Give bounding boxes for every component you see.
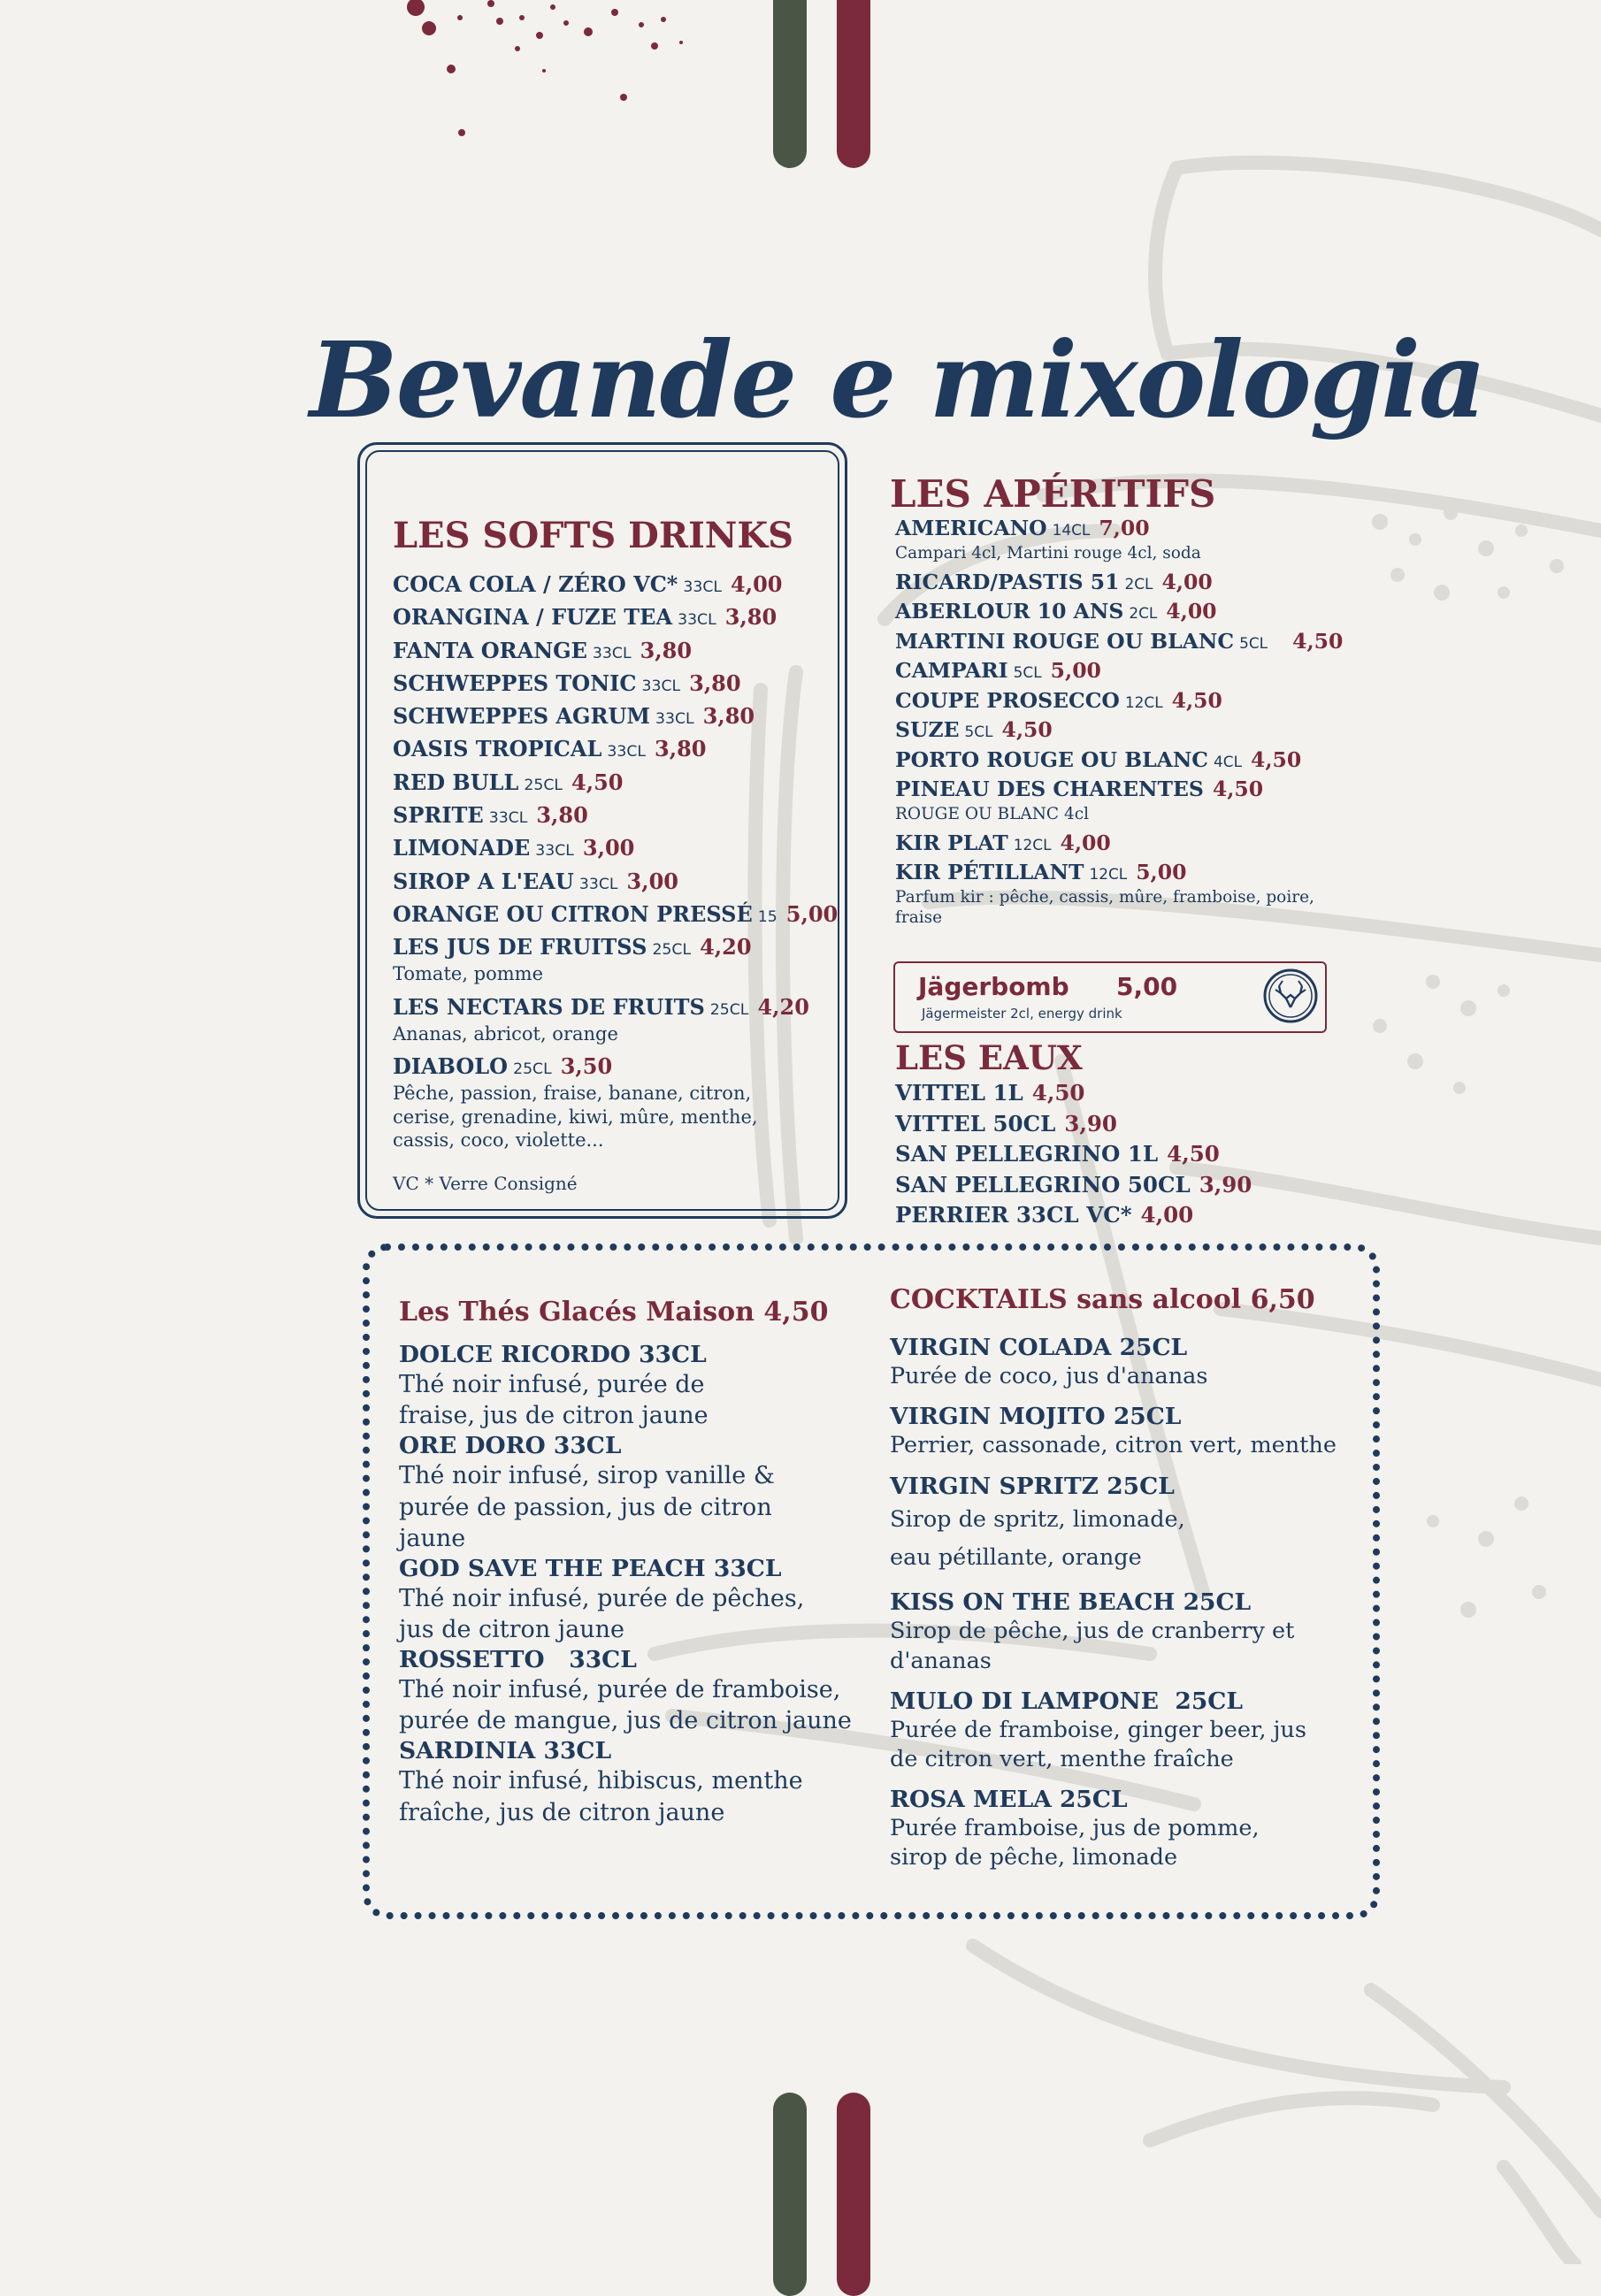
cocktail-description: Purée de framboise, ginger beer, jus de citron vert, menthe fraîche bbox=[890, 1716, 1306, 1773]
softs-list bbox=[393, 571, 839, 1205]
cocktail-name: VIRGIN MOJITO 25CL bbox=[890, 1403, 1182, 1431]
iced-tea-description: Thé noir infusé, purée de fraise, jus de citron jaune bbox=[399, 1371, 709, 1430]
list-item: RICARD/PASTIS 51 2CL 4,00 bbox=[895, 569, 1213, 594]
iced-tea-description: Thé noir infusé, hibiscus, menthe fraîche, jus de citron jaune bbox=[399, 1767, 803, 1826]
list-item: MARTINI ROUGE OU BLANC 5CL 4,50 bbox=[895, 628, 1344, 654]
list-item: SPRITE 33CL 3,80 bbox=[393, 801, 588, 828]
item-description: Tomate, pomme bbox=[393, 963, 544, 985]
jagerbomb-box bbox=[893, 961, 1327, 1033]
iced-tea-name: ROSSETTO 33CL bbox=[399, 1646, 637, 1674]
list-item: LES NECTARS DE FRUITS 25CL 4,20 bbox=[393, 993, 809, 1020]
list-item: ORANGINA / FUZE TEA 33CL 3,80 bbox=[393, 604, 778, 631]
list-item: ORANGE OU CITRON PRESSÉ 15 5,00 bbox=[393, 900, 839, 927]
iced-tea-heading: Les Thés Glacés Maison 4,50 bbox=[399, 1297, 829, 1328]
list-item: SUZE 5CL 4,50 bbox=[895, 717, 1053, 743]
jagerbomb-description: Jägermeister 2cl, energy drink bbox=[922, 1006, 1122, 1022]
iced-tea-list bbox=[399, 1297, 859, 1828]
list-item: VITTEL 50CL 3,90 bbox=[895, 1110, 1117, 1137]
list-item: FANTA ORANGE 33CL 3,80 bbox=[393, 637, 693, 663]
iced-tea-description: Thé noir infusé, purée de pêches, jus de citron jaune bbox=[399, 1584, 805, 1643]
list-item: KIR PLAT 12CL 4,00 bbox=[895, 830, 1111, 855]
item-description: Parfum kir : pêche, cassis, mûre, framboise, poire, fraise bbox=[895, 887, 1314, 927]
cocktail-description: Sirop de spritz, limonade, eau pétillante, orange bbox=[890, 1505, 1185, 1571]
list-item: PINEAU DES CHARENTES 4,50 bbox=[895, 777, 1264, 802]
cocktail-name: KISS ON THE BEACH 25CL bbox=[890, 1588, 1252, 1617]
paint-splatter bbox=[389, 0, 725, 150]
iced-tea-name: ORE DORO 33CL bbox=[399, 1432, 622, 1460]
cocktail-description: Purée de coco, jus d'ananas bbox=[890, 1363, 1208, 1390]
item-description: Ananas, abricot, orange bbox=[393, 1022, 618, 1045]
list-item: COCA COLA / ZÉRO VC* 33CL 4,00 bbox=[393, 571, 783, 597]
list-item: LIMONADE 33CL 3,00 bbox=[393, 835, 635, 861]
aperitifs-list bbox=[895, 518, 1343, 937]
list-item: DIABOLO 25CL 3,50 bbox=[393, 1053, 613, 1080]
jagerbomb-price: 5,00 bbox=[1116, 972, 1178, 1001]
list-item: ABERLOUR 10 ANS 2CL 4,00 bbox=[895, 599, 1217, 624]
list-item: COUPE PROSECCO 12CL 4,50 bbox=[895, 687, 1222, 713]
list-item: PORTO ROUGE OU BLANC 4CL 4,50 bbox=[895, 746, 1302, 772]
iced-tea-name: GOD SAVE THE PEACH 33CL bbox=[399, 1554, 782, 1582]
item-description: Pêche, passion, fraise, banane, citron, cerise, grenadine, kiwi, mûre, menthe, cassis, coco, violette... bbox=[393, 1083, 758, 1151]
cocktail-name: VIRGIN COLADA 25CL bbox=[890, 1334, 1188, 1361]
cocktail-name: ROSA MELA 25CL bbox=[890, 1786, 1128, 1814]
cocktail-description: Sirop de pêche, jus de cranberry et d'ananas bbox=[890, 1618, 1295, 1674]
cocktail-description: Purée framboise, jus de pomme, sirop de pêche, limonade bbox=[890, 1815, 1260, 1871]
list-item: PERRIER 33CL VC* 4,00 bbox=[895, 1202, 1194, 1228]
stag-logo-icon bbox=[1263, 968, 1318, 1023]
list-item: SAN PELLEGRINO 50CL 3,90 bbox=[895, 1171, 1252, 1198]
bottom-green-bar bbox=[773, 2093, 807, 2296]
list-item: VITTEL 1L 4,50 bbox=[895, 1080, 1085, 1106]
list-item: SAN PELLEGRINO 1L 4,50 bbox=[895, 1141, 1220, 1167]
item-description: Campari 4cl, Martini rouge 4cl, soda bbox=[895, 543, 1201, 563]
iced-tea-name: DOLCE RICORDO 33CL bbox=[399, 1341, 707, 1368]
eaux-list bbox=[895, 1080, 1252, 1236]
list-item: LES JUS DE FRUITSS 25CL 4,20 bbox=[393, 934, 752, 960]
top-green-bar bbox=[773, 0, 807, 168]
cocktail-name: VIRGIN SPRITZ 25CL bbox=[890, 1472, 1175, 1500]
page-title: Bevande e mixologia bbox=[310, 318, 1485, 441]
aperitifs-heading: LES APÉRITIFS bbox=[890, 472, 1216, 516]
eaux-heading: LES EAUX bbox=[895, 1038, 1083, 1077]
cocktails-heading: COCKTAILS sans alcool 6,50 bbox=[890, 1284, 1315, 1315]
list-item: SIROP A L'EAU 33CL 3,00 bbox=[393, 868, 678, 894]
list-item: OASIS TROPICAL 33CL 3,80 bbox=[393, 736, 707, 762]
footnote: VC * Verre Consigné bbox=[393, 1173, 578, 1195]
list-item: AMERICANO 14CL 7,00 bbox=[895, 516, 1150, 540]
bottom-red-bar bbox=[837, 2093, 870, 2296]
jagerbomb-name: Jägerbomb bbox=[918, 972, 1069, 1001]
cocktail-description: Perrier, cassonade, citron vert, menthe bbox=[890, 1432, 1337, 1459]
list-item: SCHWEPPES AGRUM 33CL 3,80 bbox=[393, 703, 755, 730]
cocktails-list bbox=[890, 1284, 1341, 1884]
list-item: KIR PÉTILLANT 12CL 5,00 bbox=[895, 860, 1187, 885]
item-description: ROUGE OU BLANC 4cl bbox=[895, 804, 1090, 823]
top-red-bar bbox=[837, 0, 870, 168]
cocktail-name: MULO DI LAMPONE 25CL bbox=[890, 1687, 1244, 1715]
list-item: CAMPARI 5CL 5,00 bbox=[895, 658, 1101, 684]
iced-tea-description: Thé noir infusé, sirop vanille & purée de passion, jus de citron jaune bbox=[399, 1462, 775, 1552]
iced-tea-name: SARDINIA 33CL bbox=[399, 1737, 612, 1765]
softs-heading: LES SOFTS DRINKS bbox=[393, 515, 793, 556]
list-item: SCHWEPPES TONIC 33CL 3,80 bbox=[393, 670, 741, 696]
iced-tea-description: Thé noir infusé, purée de framboise, purée de mangue, jus de citron jaune bbox=[399, 1676, 852, 1735]
list-item: RED BULL 25CL 4,50 bbox=[393, 769, 624, 795]
